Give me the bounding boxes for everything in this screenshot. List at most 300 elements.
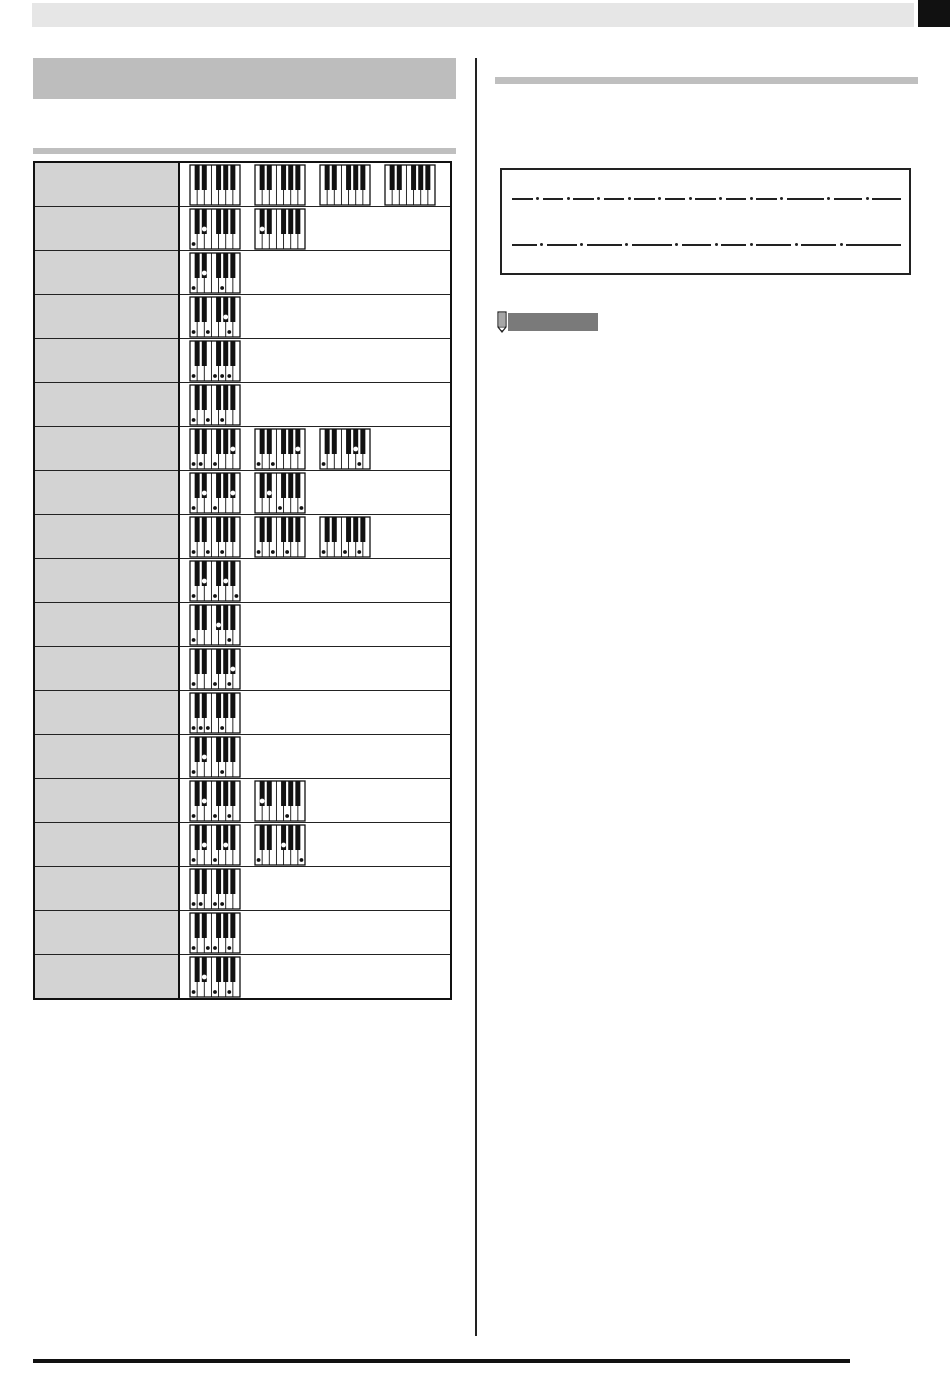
black-key [230,517,235,542]
chord-row [34,735,451,779]
black-key [195,649,200,674]
chord-keys-cell [179,471,451,515]
black-key [267,517,272,542]
chord-row [34,559,451,603]
black-key [230,341,235,366]
fingering-dot [192,726,196,730]
fingering-dot [285,550,289,554]
fingering-dot [220,286,224,290]
fingering-dot [192,286,196,290]
fingering-dot [192,858,196,862]
black-key [223,649,228,674]
fingering-dot [213,594,217,598]
chord-row [34,911,451,955]
black-key [195,781,200,806]
black-key [216,913,221,938]
progression-segment [632,244,672,246]
fingering-dot [220,902,224,906]
progression-separator [719,197,722,200]
black-key [332,429,337,454]
fingering-dot [217,623,221,627]
fingering-dot [227,638,231,642]
black-key [195,561,200,586]
fingering-dot [202,227,206,231]
black-key [216,825,221,850]
fingering-dot [220,770,224,774]
progression-segment [756,198,777,200]
subsection-rule [33,148,456,154]
progression-segment [726,198,747,200]
fingering-dot [192,902,196,906]
black-key [223,165,228,190]
black-key [216,429,221,454]
keyboard-diagram [254,824,306,866]
fingering-dot [227,814,231,818]
chord-keys-cell [179,603,451,647]
chord-keys-cell [179,823,451,867]
fingering-dot [271,462,275,466]
chord-name-cell [34,823,179,867]
fingering-dot [206,550,210,554]
keyboard-diagram [189,340,241,382]
fingering-dot [227,374,231,378]
progression-separator [536,197,539,200]
fingering-dot [192,330,196,334]
fingering-dot [220,550,224,554]
fingering-dot [357,550,361,554]
fingering-dot [213,814,217,818]
black-key [288,473,293,498]
black-key [230,385,235,410]
fingering-dot [199,462,203,466]
fingering-dot [271,550,275,554]
chord-name-cell [34,559,179,603]
black-key [295,781,300,806]
black-key [230,209,235,234]
black-key [216,737,221,762]
black-key [223,693,228,718]
chord-name-cell [34,251,179,295]
fingering-dot [199,902,203,906]
chord-name-cell [34,735,179,779]
keyboard-diagram [319,428,371,470]
chord-row [34,867,451,911]
black-key [325,429,330,454]
black-key [230,605,235,630]
section-header [33,58,456,99]
black-key [216,517,221,542]
black-key [202,517,207,542]
black-key [288,165,293,190]
black-key [230,781,235,806]
progression-separator [750,243,753,246]
fingering-dot [257,550,261,554]
progression-segment [573,198,594,200]
chord-keys-cell [179,779,451,823]
black-key [295,165,300,190]
black-key [195,957,200,982]
progression-separator [840,243,843,246]
black-key [195,209,200,234]
chord-name-cell [34,471,179,515]
progression-separator [625,243,628,246]
black-key [223,957,228,982]
fingering-dot [285,814,289,818]
keyboard-diagram [189,868,241,910]
black-key [267,429,272,454]
keyboard-diagram [189,956,241,998]
black-key [216,561,221,586]
chord-row [34,823,451,867]
progression-separator [580,243,583,246]
chord-row [34,251,451,295]
black-key [223,605,228,630]
black-key [360,517,365,542]
chord-row [34,295,451,339]
black-key [216,957,221,982]
keyboard-diagram [254,516,306,558]
chord-keys-cell [179,515,451,559]
fingering-dot [192,462,196,466]
black-key [223,429,228,454]
black-key [195,165,200,190]
chord-name-cell [34,647,179,691]
chord-name-cell [34,955,179,1000]
black-key [288,517,293,542]
black-key [202,385,207,410]
column-divider [475,58,477,1336]
chord-name-cell [34,515,179,559]
chord-name-cell [34,911,179,955]
fingering-dot [213,462,217,466]
progression-segment [801,244,836,246]
fingering-dot [278,506,282,510]
black-key [281,165,286,190]
keyboard-diagram [319,516,371,558]
black-key [425,165,430,190]
fingering-dot [354,447,358,451]
chapter-tab [918,0,950,27]
fingering-dot [213,506,217,510]
keyboard-diagram [254,208,306,250]
chord-keys-cell [179,691,451,735]
progression-segment [543,198,564,200]
fingering-dot [192,990,196,994]
black-key [353,165,358,190]
black-key [216,341,221,366]
black-key [281,781,286,806]
progression-separator [675,243,678,246]
black-key [230,869,235,894]
progression-separator [780,197,783,200]
chord-keys-cell [179,647,451,691]
chord-name-cell [34,162,179,207]
fingering-dot [202,843,206,847]
keyboard-diagram [384,164,436,206]
chord-row [34,339,451,383]
black-key [260,473,265,498]
fingering-dot [213,682,217,686]
fingering-dot [213,946,217,950]
chord-keys-cell [179,559,451,603]
chord-name-cell [34,383,179,427]
progression-separator [597,197,600,200]
black-key [281,429,286,454]
chord-row [34,471,451,515]
black-key [281,517,286,542]
black-key [230,693,235,718]
black-key [267,209,272,234]
fingering-dot [202,799,206,803]
black-key [195,385,200,410]
black-key [195,297,200,322]
fingering-dot [206,726,210,730]
progression-separator [795,243,798,246]
fingering-dot [192,242,196,246]
fingering-dot [213,858,217,862]
progression-segment [787,198,824,200]
fingering-dot [224,315,228,319]
black-key [295,473,300,498]
chord-row [34,515,451,559]
progression-separator [628,197,631,200]
black-key [260,429,265,454]
black-key [230,297,235,322]
chord-row [34,955,451,1000]
black-key [195,473,200,498]
chord-name-cell [34,603,179,647]
black-key [195,737,200,762]
fingering-dot [202,271,206,275]
black-key [216,385,221,410]
black-key [288,429,293,454]
black-key [202,165,207,190]
fingering-dot [257,858,261,862]
chord-keys-cell [179,867,451,911]
black-key [202,605,207,630]
keyboard-diagram [189,428,241,470]
fingering-dot [220,726,224,730]
black-key [230,561,235,586]
black-key [216,253,221,278]
black-key [281,209,286,234]
chord-name-cell [34,691,179,735]
fingering-dot [260,799,264,803]
chord-keys-cell [179,207,451,251]
keyboard-diagram [254,164,306,206]
black-key [230,737,235,762]
black-key [267,165,272,190]
chord-keys-cell [179,911,451,955]
fingering-dot [192,594,196,598]
keyboard-diagram [189,296,241,338]
progression-separator [866,197,869,200]
progression-segment [604,198,625,200]
fingering-dot [282,843,286,847]
black-key [411,165,416,190]
fingering-dot [213,374,217,378]
keyboard-diagram [189,208,241,250]
fingering-dot [227,682,231,686]
black-key [223,913,228,938]
black-key [223,737,228,762]
black-key [216,297,221,322]
black-key [332,165,337,190]
chord-name-cell [34,867,179,911]
progression-segment [665,198,686,200]
black-key [325,517,330,542]
chord-keys-cell [179,735,451,779]
header-band [32,3,914,27]
chord-keys-cell [179,955,451,1000]
note-block [494,310,598,334]
fingering-dot [192,770,196,774]
keyboard-diagram [189,472,241,514]
black-key [288,825,293,850]
black-key [223,869,228,894]
black-key [202,649,207,674]
chord-name-cell [34,207,179,251]
black-key [325,165,330,190]
chord-progression-box [500,168,911,275]
progression-segment [756,244,791,246]
black-key [223,253,228,278]
black-key [332,517,337,542]
progression-separator [540,243,543,246]
black-key [195,253,200,278]
fingering-dot [213,990,217,994]
chord-row [34,427,451,471]
chord-keys-cell [179,427,451,471]
chord-row [34,779,451,823]
black-key [202,693,207,718]
black-key [267,825,272,850]
fingering-dot [300,506,304,510]
progression-separator [567,197,570,200]
fingering-dot [224,579,228,583]
black-key [360,429,365,454]
fingering-dot [343,550,347,554]
fingering-dot [206,330,210,334]
black-key [216,781,221,806]
black-key [267,781,272,806]
keyboard-diagram [189,648,241,690]
fingering-dot [235,594,239,598]
black-key [281,473,286,498]
black-key [223,473,228,498]
fingering-dot [224,843,228,847]
fingering-dot [192,682,196,686]
progression-separator [689,197,692,200]
chord-row [34,162,451,207]
progression-segment [512,244,537,246]
keyboard-diagram [254,472,306,514]
black-key [202,913,207,938]
fingering-dot [192,374,196,378]
progression-separator [827,197,830,200]
black-key [346,429,351,454]
fingering-dot [213,902,217,906]
chord-keys-cell [179,162,451,207]
black-key [230,165,235,190]
chord-name-cell [34,779,179,823]
note-badge [508,313,598,331]
footer-rule [33,1359,850,1363]
fingering-dot [202,579,206,583]
fingering-dot [231,667,235,671]
fingering-dot [227,330,231,334]
chord-keys-cell [179,339,451,383]
black-key [195,429,200,454]
keyboard-diagram [254,428,306,470]
black-key [390,165,395,190]
progression-segment [872,198,901,200]
black-key [295,517,300,542]
keyboard-diagram [189,164,241,206]
keyboard-diagram [189,604,241,646]
chord-keys-cell [179,383,451,427]
black-key [223,781,228,806]
chord-keys-cell [179,295,451,339]
keyboard-diagram [189,384,241,426]
keyboard-diagram [189,692,241,734]
black-key [202,297,207,322]
fingering-dot [202,975,206,979]
black-key [216,165,221,190]
black-key [195,341,200,366]
progression-segment [834,198,863,200]
black-key [360,165,365,190]
fingering-dot [199,726,203,730]
black-key [230,913,235,938]
chord-row [34,691,451,735]
black-key [223,517,228,542]
keyboard-diagram [189,560,241,602]
black-key [346,517,351,542]
fingering-dot [260,227,264,231]
fingering-dot [206,946,210,950]
progression-segment [682,244,712,246]
black-key [195,825,200,850]
progression-line [512,194,901,204]
fingering-dot [231,491,235,495]
chord-row [34,383,451,427]
black-key [202,869,207,894]
progression-segment [721,244,746,246]
fingering-dot [227,946,231,950]
black-key [216,649,221,674]
chord-name-cell [34,427,179,471]
black-key [202,429,207,454]
fingering-dot [220,374,224,378]
progression-segment [846,244,901,246]
progression-segment [695,198,716,200]
fingering-dot [322,462,326,466]
keyboard-diagram [189,516,241,558]
chord-name-cell [34,295,179,339]
black-key [230,825,235,850]
fingering-dot [220,418,224,422]
black-key [195,693,200,718]
black-key [216,209,221,234]
fingering-dot [202,755,206,759]
fingering-dot [192,814,196,818]
black-key [288,781,293,806]
black-key [418,165,423,190]
black-key [202,341,207,366]
fingering-dot [322,550,326,554]
chord-row [34,207,451,251]
